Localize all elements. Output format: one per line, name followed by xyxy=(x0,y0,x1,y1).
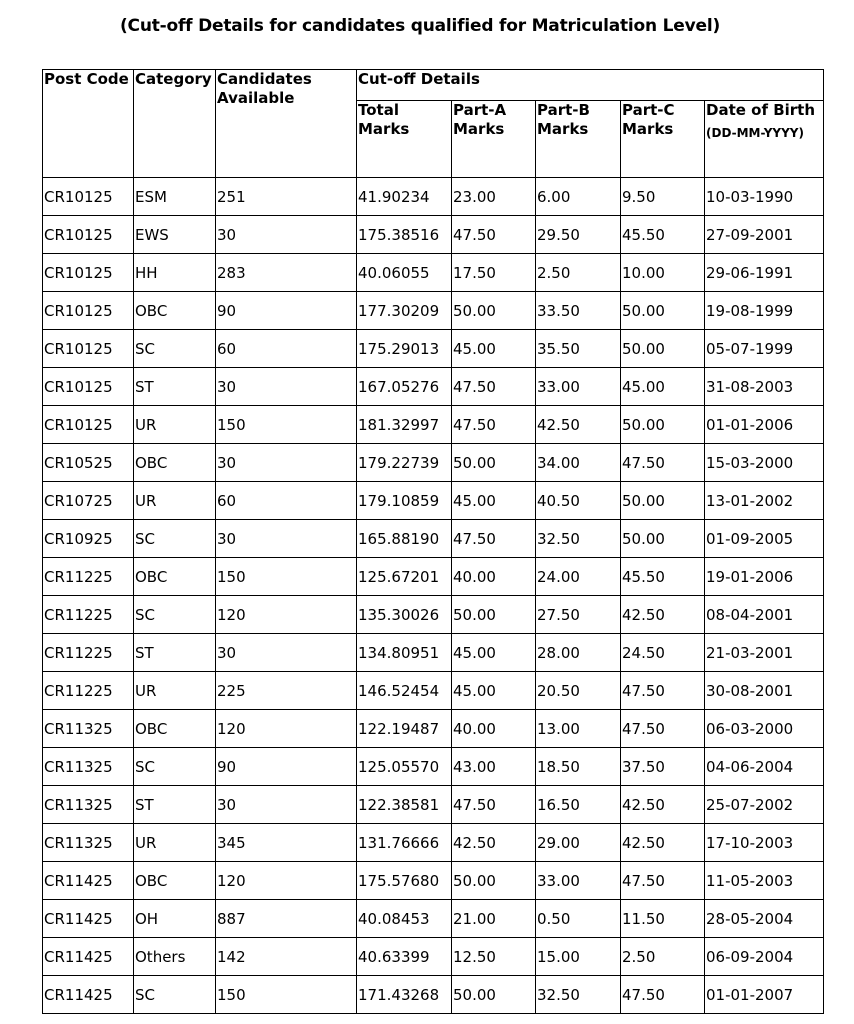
dob-cell: 01-01-2006 xyxy=(705,406,824,444)
total-marks-cell: 179.22739 xyxy=(357,444,452,482)
total-marks-cell: 40.06055 xyxy=(357,254,452,292)
partc-marks-cell: 45.50 xyxy=(621,216,705,254)
partb-marks-cell: 32.50 xyxy=(536,520,621,558)
partb-marks-cell: 33.00 xyxy=(536,862,621,900)
total-marks-cell: 131.76666 xyxy=(357,824,452,862)
header-total-line1: Total xyxy=(358,101,399,119)
parta-marks-cell: 50.00 xyxy=(452,292,536,330)
post-code-cell: CR10125 xyxy=(43,292,134,330)
partb-marks-cell: 35.50 xyxy=(536,330,621,368)
table-row xyxy=(43,254,824,292)
table-row xyxy=(43,330,824,368)
post-code-cell: CR11425 xyxy=(43,938,134,976)
parta-marks-cell: 47.50 xyxy=(452,406,536,444)
candidates-cell: 30 xyxy=(216,520,357,558)
candidates-cell: 887 xyxy=(216,900,357,938)
parta-marks-cell: 47.50 xyxy=(452,786,536,824)
candidates-cell: 30 xyxy=(216,216,357,254)
candidates-cell: 30 xyxy=(216,368,357,406)
partb-marks-cell: 28.00 xyxy=(536,634,621,672)
parta-marks-cell: 40.00 xyxy=(452,710,536,748)
partc-marks-cell: 24.50 xyxy=(621,634,705,672)
dob-cell: 10-03-1990 xyxy=(705,178,824,216)
category-cell: OBC xyxy=(134,710,216,748)
parta-marks-cell: 50.00 xyxy=(452,976,536,1014)
candidates-cell: 142 xyxy=(216,938,357,976)
partb-marks-cell: 40.50 xyxy=(536,482,621,520)
total-marks-cell: 134.80951 xyxy=(357,634,452,672)
header-post-code: Post Code xyxy=(43,70,134,178)
post-code-cell: CR10925 xyxy=(43,520,134,558)
parta-marks-cell: 47.50 xyxy=(452,520,536,558)
post-code-cell: CR11225 xyxy=(43,596,134,634)
partb-marks-cell: 16.50 xyxy=(536,786,621,824)
header-candidates-available xyxy=(216,70,357,178)
partc-marks-cell: 42.50 xyxy=(621,824,705,862)
post-code-cell: CR10125 xyxy=(43,330,134,368)
dob-cell: 05-07-1999 xyxy=(705,330,824,368)
header-dob-format: (DD-MM-YYYY) xyxy=(706,125,804,140)
parta-marks-cell: 21.00 xyxy=(452,900,536,938)
partc-marks-cell: 37.50 xyxy=(621,748,705,786)
table-row xyxy=(43,900,824,938)
cutoff-table xyxy=(42,69,824,1014)
dob-cell: 25-07-2002 xyxy=(705,786,824,824)
total-marks-cell: 41.90234 xyxy=(357,178,452,216)
total-marks-cell: 125.67201 xyxy=(357,558,452,596)
parta-marks-cell: 45.00 xyxy=(452,634,536,672)
partb-marks-cell: 24.00 xyxy=(536,558,621,596)
category-cell: EWS xyxy=(134,216,216,254)
candidates-cell: 90 xyxy=(216,292,357,330)
header-partc-line2: Marks xyxy=(622,119,674,138)
header-partc-line1: Part-C xyxy=(622,101,675,119)
parta-marks-cell: 50.00 xyxy=(452,862,536,900)
post-code-cell: CR11425 xyxy=(43,976,134,1014)
partc-marks-cell: 47.50 xyxy=(621,672,705,710)
parta-marks-cell: 47.50 xyxy=(452,368,536,406)
candidates-cell: 225 xyxy=(216,672,357,710)
partc-marks-cell: 42.50 xyxy=(621,596,705,634)
dob-cell: 29-06-1991 xyxy=(705,254,824,292)
partc-marks-cell: 45.00 xyxy=(621,368,705,406)
header-dob-label: Date of Birth xyxy=(706,101,816,119)
header-parta-marks xyxy=(452,101,536,178)
header-parta-line1: Part-A xyxy=(453,101,507,119)
partc-marks-cell: 42.50 xyxy=(621,786,705,824)
candidates-cell: 60 xyxy=(216,330,357,368)
total-marks-cell: 181.32997 xyxy=(357,406,452,444)
header-total-marks xyxy=(357,101,452,178)
partc-marks-cell: 50.00 xyxy=(621,482,705,520)
post-code-cell: CR11425 xyxy=(43,862,134,900)
post-code-cell: CR11325 xyxy=(43,824,134,862)
dob-cell: 17-10-2003 xyxy=(705,824,824,862)
header-partb-line2: Marks xyxy=(537,119,589,138)
category-cell: SC xyxy=(134,330,216,368)
partc-marks-cell: 50.00 xyxy=(621,520,705,558)
partb-marks-cell: 0.50 xyxy=(536,900,621,938)
candidates-cell: 283 xyxy=(216,254,357,292)
dob-cell: 11-05-2003 xyxy=(705,862,824,900)
table-row xyxy=(43,178,824,216)
dob-cell: 08-04-2001 xyxy=(705,596,824,634)
partb-marks-cell: 32.50 xyxy=(536,976,621,1014)
partb-marks-cell: 20.50 xyxy=(536,672,621,710)
candidates-cell: 120 xyxy=(216,596,357,634)
parta-marks-cell: 45.00 xyxy=(452,482,536,520)
table-row xyxy=(43,406,824,444)
table-row xyxy=(43,710,824,748)
post-code-cell: CR11225 xyxy=(43,672,134,710)
post-code-cell: CR11325 xyxy=(43,748,134,786)
category-cell: ESM xyxy=(134,178,216,216)
post-code-cell: CR10125 xyxy=(43,406,134,444)
total-marks-cell: 179.10859 xyxy=(357,482,452,520)
header-partb-marks xyxy=(536,101,621,178)
table-row xyxy=(43,292,824,330)
total-marks-cell: 177.30209 xyxy=(357,292,452,330)
partc-marks-cell: 11.50 xyxy=(621,900,705,938)
total-marks-cell: 40.08453 xyxy=(357,900,452,938)
parta-marks-cell: 45.00 xyxy=(452,672,536,710)
post-code-cell: CR10125 xyxy=(43,254,134,292)
total-marks-cell: 165.88190 xyxy=(357,520,452,558)
candidates-cell: 345 xyxy=(216,824,357,862)
total-marks-cell: 125.05570 xyxy=(357,748,452,786)
category-cell: UR xyxy=(134,482,216,520)
partb-marks-cell: 27.50 xyxy=(536,596,621,634)
candidates-cell: 90 xyxy=(216,748,357,786)
dob-cell: 30-08-2001 xyxy=(705,672,824,710)
header-candidates-line1: Candidates xyxy=(217,70,312,88)
table-header xyxy=(43,70,824,178)
partb-marks-cell: 18.50 xyxy=(536,748,621,786)
table-row xyxy=(43,786,824,824)
category-cell: Others xyxy=(134,938,216,976)
dob-cell: 19-01-2006 xyxy=(705,558,824,596)
candidates-cell: 30 xyxy=(216,444,357,482)
partb-marks-cell: 15.00 xyxy=(536,938,621,976)
total-marks-cell: 122.38581 xyxy=(357,786,452,824)
partb-marks-cell: 13.00 xyxy=(536,710,621,748)
header-category: Category xyxy=(134,70,216,178)
page-title: (Cut-off Details for candidates qualified for Matriculation Level) xyxy=(119,16,721,36)
candidates-cell: 30 xyxy=(216,634,357,672)
candidates-cell: 150 xyxy=(216,976,357,1014)
table-row xyxy=(43,558,824,596)
category-cell: SC xyxy=(134,748,216,786)
table-row xyxy=(43,216,824,254)
parta-marks-cell: 50.00 xyxy=(452,596,536,634)
post-code-cell: CR10125 xyxy=(43,216,134,254)
total-marks-cell: 175.57680 xyxy=(357,862,452,900)
header-partc-marks xyxy=(621,101,705,178)
category-cell: ST xyxy=(134,786,216,824)
post-code-cell: CR10725 xyxy=(43,482,134,520)
total-marks-cell: 171.43268 xyxy=(357,976,452,1014)
post-code-cell: CR11325 xyxy=(43,786,134,824)
category-cell: HH xyxy=(134,254,216,292)
dob-cell: 13-01-2002 xyxy=(705,482,824,520)
total-marks-cell: 167.05276 xyxy=(357,368,452,406)
partb-marks-cell: 33.50 xyxy=(536,292,621,330)
partc-marks-cell: 9.50 xyxy=(621,178,705,216)
dob-cell: 01-01-2007 xyxy=(705,976,824,1014)
candidates-cell: 120 xyxy=(216,710,357,748)
dob-cell: 06-03-2000 xyxy=(705,710,824,748)
partc-marks-cell: 10.00 xyxy=(621,254,705,292)
header-cutoff-details: Cut-off Details xyxy=(357,70,824,101)
total-marks-cell: 135.30026 xyxy=(357,596,452,634)
parta-marks-cell: 40.00 xyxy=(452,558,536,596)
post-code-cell: CR10125 xyxy=(43,368,134,406)
category-cell: OH xyxy=(134,900,216,938)
parta-marks-cell: 50.00 xyxy=(452,444,536,482)
table-row xyxy=(43,520,824,558)
parta-marks-cell: 47.50 xyxy=(452,216,536,254)
dob-cell: 15-03-2000 xyxy=(705,444,824,482)
dob-cell: 01-09-2005 xyxy=(705,520,824,558)
dob-cell: 27-09-2001 xyxy=(705,216,824,254)
candidates-cell: 150 xyxy=(216,406,357,444)
category-cell: OBC xyxy=(134,862,216,900)
total-marks-cell: 175.38516 xyxy=(357,216,452,254)
post-code-cell: CR11225 xyxy=(43,558,134,596)
dob-cell: 31-08-2003 xyxy=(705,368,824,406)
parta-marks-cell: 43.00 xyxy=(452,748,536,786)
parta-marks-cell: 12.50 xyxy=(452,938,536,976)
post-code-cell: CR10525 xyxy=(43,444,134,482)
table-row xyxy=(43,482,824,520)
total-marks-cell: 146.52454 xyxy=(357,672,452,710)
partc-marks-cell: 47.50 xyxy=(621,862,705,900)
table-row xyxy=(43,824,824,862)
partc-marks-cell: 47.50 xyxy=(621,710,705,748)
header-date-of-birth xyxy=(705,101,824,178)
parta-marks-cell: 45.00 xyxy=(452,330,536,368)
post-code-cell: CR10125 xyxy=(43,178,134,216)
header-candidates-line2: Available xyxy=(217,88,295,107)
post-code-cell: CR11425 xyxy=(43,900,134,938)
post-code-cell: CR11225 xyxy=(43,634,134,672)
candidates-cell: 150 xyxy=(216,558,357,596)
dob-cell: 19-08-1999 xyxy=(705,292,824,330)
partb-marks-cell: 33.00 xyxy=(536,368,621,406)
partb-marks-cell: 29.50 xyxy=(536,216,621,254)
category-cell: UR xyxy=(134,406,216,444)
partb-marks-cell: 34.00 xyxy=(536,444,621,482)
category-cell: ST xyxy=(134,634,216,672)
table-body xyxy=(43,178,824,1014)
category-cell: OBC xyxy=(134,292,216,330)
table-row xyxy=(43,368,824,406)
category-cell: SC xyxy=(134,596,216,634)
dob-cell: 06-09-2004 xyxy=(705,938,824,976)
candidates-cell: 60 xyxy=(216,482,357,520)
total-marks-cell: 175.29013 xyxy=(357,330,452,368)
partc-marks-cell: 50.00 xyxy=(621,330,705,368)
table-row xyxy=(43,634,824,672)
category-cell: SC xyxy=(134,976,216,1014)
table-row xyxy=(43,672,824,710)
table-row xyxy=(43,976,824,1014)
category-cell: SC xyxy=(134,520,216,558)
table-row xyxy=(43,444,824,482)
partb-marks-cell: 29.00 xyxy=(536,824,621,862)
table-row xyxy=(43,862,824,900)
header-partb-line1: Part-B xyxy=(537,101,590,119)
header-parta-line2: Marks xyxy=(453,119,505,138)
partb-marks-cell: 6.00 xyxy=(536,178,621,216)
dob-cell: 04-06-2004 xyxy=(705,748,824,786)
partc-marks-cell: 50.00 xyxy=(621,292,705,330)
partc-marks-cell: 47.50 xyxy=(621,444,705,482)
partc-marks-cell: 50.00 xyxy=(621,406,705,444)
header-total-line2: Marks xyxy=(358,119,410,138)
header-row-group xyxy=(43,70,824,101)
partc-marks-cell: 45.50 xyxy=(621,558,705,596)
category-cell: OBC xyxy=(134,558,216,596)
parta-marks-cell: 42.50 xyxy=(452,824,536,862)
parta-marks-cell: 17.50 xyxy=(452,254,536,292)
category-cell: ST xyxy=(134,368,216,406)
total-marks-cell: 40.63399 xyxy=(357,938,452,976)
category-cell: UR xyxy=(134,824,216,862)
dob-cell: 28-05-2004 xyxy=(705,900,824,938)
partc-marks-cell: 47.50 xyxy=(621,976,705,1014)
partb-marks-cell: 42.50 xyxy=(536,406,621,444)
partb-marks-cell: 2.50 xyxy=(536,254,621,292)
total-marks-cell: 122.19487 xyxy=(357,710,452,748)
parta-marks-cell: 23.00 xyxy=(452,178,536,216)
table-row xyxy=(43,748,824,786)
table-row xyxy=(43,938,824,976)
category-cell: UR xyxy=(134,672,216,710)
category-cell: OBC xyxy=(134,444,216,482)
partc-marks-cell: 2.50 xyxy=(621,938,705,976)
table-row xyxy=(43,596,824,634)
candidates-cell: 30 xyxy=(216,786,357,824)
candidates-cell: 251 xyxy=(216,178,357,216)
post-code-cell: CR11325 xyxy=(43,710,134,748)
candidates-cell: 120 xyxy=(216,862,357,900)
dob-cell: 21-03-2001 xyxy=(705,634,824,672)
